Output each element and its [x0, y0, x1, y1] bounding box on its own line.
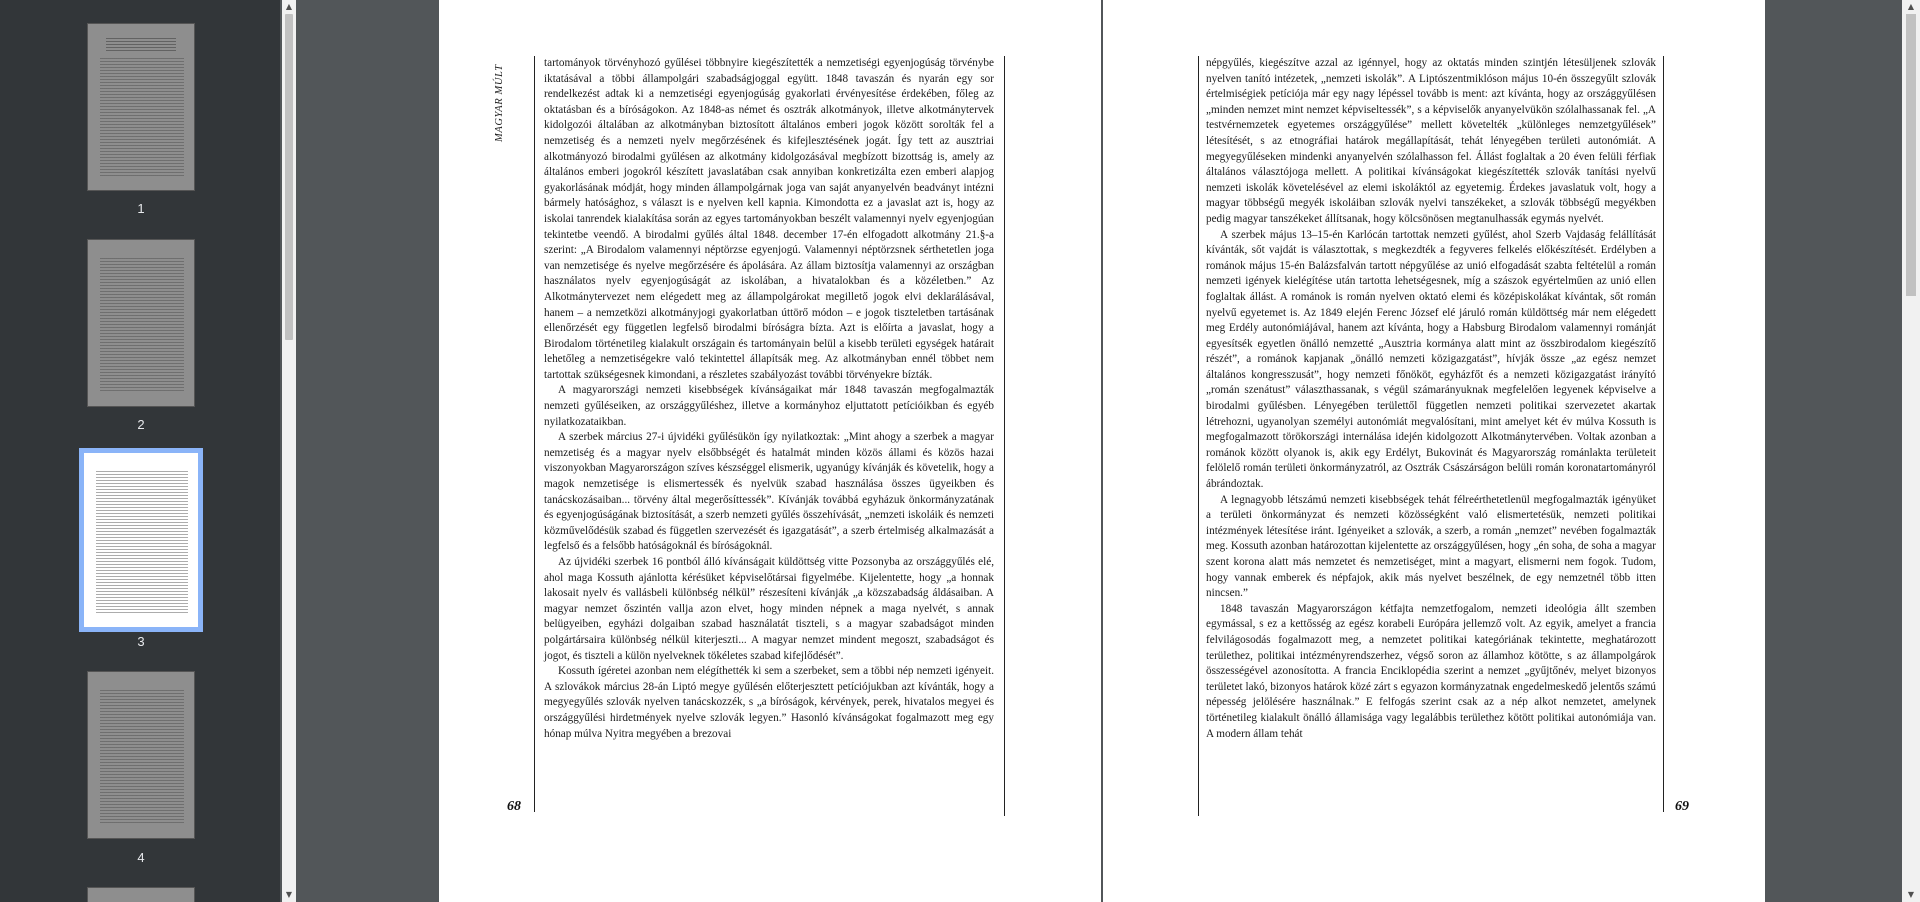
paragraph: A szerbek május 13–15-én Karlócán tartottak nemzeti gyűlést, ahol Szerb Vajdaság felállítását kívánták, sőt vajdát is választottak, s megkezdték a fegyveres felkelés előkészítését. Erdélyben a románok május 15-én Balázsfalván tartott népgyűlése az unió elfogadását szabta feltételül a román nemzeti igények kielégítése után tartotta lehetségesnek, míg a szászok egyértelműen az unió ellen foglaltak állást. A románok is román nyelven oktató elemi és középiskolákat kívántak, sőt román nyelvű egyetemet is. Az 1849 elején Ferenc József elé járuló román küldöttség már nem elégedett meg Erdély autonómiájával, hanem azt kívánta, hogy a Habsburg Birodalom valamennyi románját egyesítsék egyetlen önálló nemzetté „Ausztria kormánya alatt mint az összbirodalom kiegészítő részét”, a románok kapjanak „önálló nemzeti közigazgatást”, hívják össze „az egész nemzet általános kongresszusát”, hogy nemzeti főnököt, egyházfőt és a nemzeti közigazgatást irányító „román szenátust” választhassanak, s végül számarányuknak megfelelően legyenek képviselve a birodalmi gyűlésben. Lényegében területtől független nemzeti politikai szervezetet akartak létrehozni, ugyanolyan személyi autonómiát megvalósítani, mint amelyet két év múlva Kossuth is megfogalmazott törökországi internálása idején kidolgozott Alkotmánytervében. Voltak azonban a románok között olyanok is, akik egy Erdélyt, Bukovinát és Magyarország románlakta területeit felölelő román területi önkormányzatról, az Osztrák Császárságon belüli román koronatartományról ábrándoztak.	[1206, 228, 1656, 491]
thumbnail-label-2: 2	[137, 417, 145, 432]
page-thumbnail-1[interactable]	[88, 24, 194, 190]
page-number: 68	[507, 799, 521, 814]
paragraph: 1848 tavaszán Magyarországon kétfajta nemzetfogalom, nemzeti ideológia állt szemben egymással, s ez a kettősség az egész korabeli Európára jellemző volt. Az egyik, amelyet a francia felvilágosodás fogalmazott meg, a nemzetet politikai kategóriának tekintette, meghatározott területhez, politikai intézményrendszerhez, végső soron az államhoz kötötte, s az állampolgárok összességével azonosította. A francia Enciklopédia szerint a nemzet „gyűjtőnév, melyet bizonyos területet lakó, bizonyos határok közé zárt s egyazon kormányzatnak engedelmeskedő jelentős számú népesség jelölésére használnak.” E felfogás szerint csak az a nép alkot nemzetet, amelynek történetileg kialakult önálló államisága vagy legalábbis területhez kötött politikai autonómiája van. A modern állam tehát	[1206, 602, 1656, 740]
page-68	[439, 0, 1101, 902]
paragraph: Az újvidéki szerbek 16 pontból álló kívánságait küldöttség vitte Pozsonyba az országgyűlés elé, ahol maga Kossuth ajánlotta kérésüket képviselőtársai figyelmébe. Kijelentette, hogy „a honnak lakosait nyelv és vallásbeli különbség nélkül” részesíteni kívánják „a közszabadság áldásaiban. A magyar nemzet őszintén vallja azon elvet, hogy minden népnek a maga nyelvét, s annak belügyeiben, egyházi dolgaiban szabad használatát tiszteli, s a magyar szabadságot minden polgártársaira különbség nélkül kiterjeszti... A magyar nemzet mindent megoszt, szabadságot és jogot, és tiszteli a külön nyelveknek tökéletes szabad kifejlődését”.	[544, 556, 994, 662]
paragraph: A magyarországi nemzeti kisebbségek kívánságaikat már 1848 tavaszán megfogalmazták nemzeti gyűléseiken, az országgyűléshez, illetve a kormányhoz eljuttatott petícióikban és egyéb nyilatkozataikban.	[544, 384, 994, 428]
scroll-up-arrow-icon[interactable]: ▲	[285, 2, 293, 11]
page-69	[1103, 0, 1765, 902]
paragraph: A szerbek március 27-i újvidéki gyűlésükön így nyilatkoztak: „Mint ahogy a szerbek a magyar nemzetiség és a magyar nyelv elsőbbségét és hatalmát minden közös állami és közös hazai viszonyokban Magyarországon szíves készséggel elismerik, ugyanúgy kívánják és követelik, hogy a magok nemzetisége is elismertessék és nyelvük szabad használása összes ügyeikben és tanácskozásaiban... törvény által megerősíttessék”. Kívánják továbbá egyházuk önkormányzatának és egyenjogúságának biztosítását, a szerb nemzeti gyűlés összehívását, „nemzeti iskoláik és nemzeti közművelődésük szabad és független szervezését és igazgatását”, a szerb értelmiség alkalmazását a legfelső és a felsőbb hatóságoknál és bíróságoknál.	[544, 431, 994, 553]
thumbnail-label-4: 4	[137, 850, 145, 865]
thumbnail-label-3: 3	[137, 634, 145, 649]
scroll-down-arrow-icon[interactable]: ▼	[285, 890, 293, 899]
page-thumbnail-2[interactable]	[88, 240, 194, 406]
thumbnail-sidebar	[0, 0, 280, 902]
page-rule-right	[1004, 56, 1005, 816]
right-page-body	[1206, 56, 1656, 742]
page-rule-right	[1663, 56, 1664, 812]
document-scroll-thumb[interactable]	[1906, 14, 1916, 296]
scroll-up-arrow-icon[interactable]: ▲	[1907, 2, 1915, 11]
running-head: MAGYAR MÚLT	[494, 64, 505, 142]
page-rule-left	[534, 56, 535, 812]
paragraph: népgyűlés, kiegészítve azzal az igénnyel, hogy az oktatás minden szintjén létesüljenek szlovák nyelven tanító intézetek, „nemzeti iskolák”. A Liptószentmiklóson május 10-én összegyűlt szlovák értelmiségiek petíciója már egy nagy lépéssel tovább is ment: azt kívánta, hogy az országgyűlésen „minden nemzet mint nemzet képviseltessék”, s a képviselők anyanyelvükön szólalhassanak fel. „A testvérnemzetek egyetemes országgyűlése” mellett követelték „különleges nemzetgyűlések” létesítését, s az etnográfiai határok megállapítását, tehát lényegében területi autonómiát. A megyegyűléseken mindenki anyanyelvén szólalhasson fel. Állást foglaltak a 20 éven felüli férfiak általános választójoga mellett. A politikai kívánságokat kiegészítették szlovák tanítási nyelvű nemzeti iskolák követelésével az elemi iskoláktól az egyetemig. Érdekes javaslatuk volt, hogy a magyar többségű megyék iskoláiban szlovák nyelvi tanszékeket, a szlovák többségű megyékben pedig magyar tanszékeket állítsanak, hogy kölcsönösen megtanulhassák egymás nyelvét.	[1206, 57, 1656, 225]
paragraph: A legnagyobb létszámú nemzeti kisebbségek tehát félreérthetetlenül megfogalmazták igényüket a területi önkormányzat és nemzeti közösségként való elismertetésük, nemzeti politikai intézmények létesítése iránt. Igényeiket a szlovák, a szerb, a román „nemzet” nevében fogalmazták meg. Kossuth azonban határozottan kijelentette az országgyűlésen, hogy „én soha, de soha a magyar szent korona alatt más nemzetet és nemzetiséget, mint a magyart, elismerni nem fogok. Tudom, hogy vannak emberek és népfajok, akik más nyelvet beszélnek, de egy nemzetnél több itten nincsen.”	[1206, 493, 1656, 600]
page-rule-left	[1198, 56, 1199, 816]
document-viewer	[296, 0, 1902, 902]
page-thumbnail-3-active[interactable]	[84, 453, 198, 627]
scroll-down-arrow-icon[interactable]: ▼	[1907, 890, 1915, 899]
page-number: 69	[1675, 799, 1689, 814]
paragraph: Kossuth ígéretei azonban nem elégíthették ki sem a szerbeket, sem a többi nép nemzeti igényeit. A szlovákok március 28-án Liptó megye gyűlésén előterjesztett petíciójukban azt kívánták, hogy a megyegyűlés szlovák nyelven tanácskozzék, s „a bíróságok, kérvények, perek, hivatalos megyei és országgyűlési hirdetmények nyelve szlovák legyen.” Hasonló kívánságokat fogalmazott meg egy hónap múlva Nyitra megyében a brezovai	[544, 665, 994, 740]
paragraph: tartományok törvényhozó gyűlései többnyire kiegészítették a nemzetiségi egyenjogúság törvénybe iktatásával a többi állampolgári szabadságjoggal együtt. 1848 tavaszán és nyarán egy sor rendelkezést adtak ki a nemzetiségi egyenjogúság gyakorlati érvényesítése érdekében, főleg az oktatásban és a bíróságokon. Az 1848-as német és osztrák alkotmányok, illetve alkotmánytervek kidolgozói általában az alkotmányban biztosított általános emberi jogok között sorolták fel a nemzetiség és a nemzeti nyelv megőrzésének és kifejlesztésének jogát. Így tett az ausztriai alkotmányozó birodalmi gyűlésen az alkotmány kidolgozásával megbízott bizottság is, amely az általános emberi jogokról készített javaslatában csak annyiban konkretizálta ezen emberi alapjog gyakorlásának módját, hogy minden állampolgárnak joga van saját anyanyelvén beadványt intézni bármely hatósághoz, s választ is e nyelven kell kapnia. Kimondotta ez a javaslat azt is, hogy az iskolai tanrendek kialakítása során az egyes tartományokban beszélt valamennyi nyelv egyenjogúan tekintetbe veendő. A birodalmi gyűlés által 1848. december 17-én elfogadott alkotmány 21.§-a szerint: „A Birodalom valamennyi néptörzse egyenjogú. Valamennyi néptörzsnek sérthetetlen joga van nemzetisége és nyelve megőrzésére és ápolására. Az állam biztosítja valamennyi az országban használatos nyelv egyenjogúságát az iskolában, a hivatalokban és a közéletben.” Az Alkotmánytervezet nem elégedett meg az állampolgárokat megillető jogok elvi deklarálásával, hanem – a nemzetközi alkotmányjogi gyakorlatban úttörő módon – e jogok tiszteletben tartásának ellenőrzését egy független legfelső birodalmi bíróságra bízta. Azt is előírta a javaslat, hogy a Birodalom történetileg kialakult országain és tartományain belül a kisebb területi egységek határait lehetőleg a nemzetiségekre való tekintettel állapítsák meg. Az alkotmányban ennél többet nem tartottak szükségesnek kimondani, a részletes szabályozást további törvényekre bízták.	[544, 57, 994, 381]
sidebar-scroll-thumb[interactable]	[285, 14, 293, 340]
left-page-body	[544, 56, 994, 742]
page-thumbnail-5[interactable]	[88, 888, 194, 902]
page-thumbnail-4[interactable]	[88, 672, 194, 838]
document-scrollbar[interactable]	[1902, 0, 1920, 902]
sidebar-scrollbar[interactable]	[282, 0, 296, 902]
thumbnail-label-1: 1	[137, 201, 145, 216]
